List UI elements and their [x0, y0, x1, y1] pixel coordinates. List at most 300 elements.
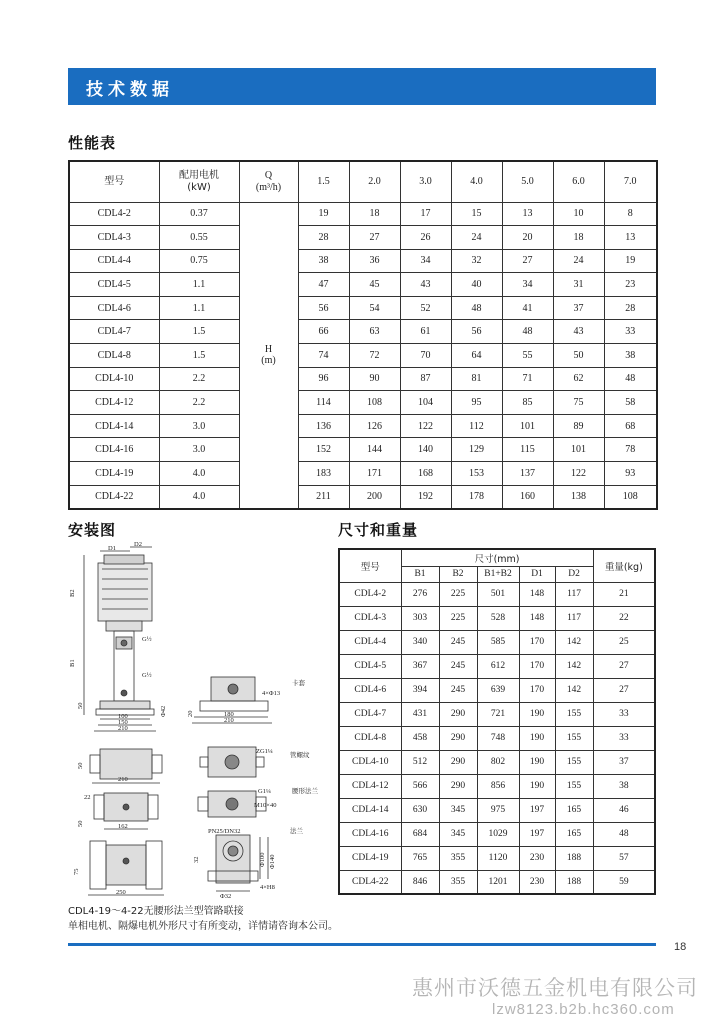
performance-title: 性能表	[68, 134, 117, 152]
cell-head-value: 19	[298, 202, 349, 226]
table-row	[69, 462, 657, 486]
table-row	[69, 344, 657, 368]
cell-head-value: 171	[349, 462, 400, 486]
cell-head-value: 56	[298, 296, 349, 320]
cell-motor-kw: 0.37	[159, 202, 239, 226]
table-header-row	[69, 161, 657, 202]
banner-title: 技术数据	[86, 80, 174, 100]
cell-dimension: 290	[439, 750, 477, 774]
installation-title: 安装图	[68, 521, 117, 539]
cell-dimension: 458	[401, 726, 439, 750]
note-line-2: 单相电机、隔爆电机外形尺寸有所变动，详情请咨询本公司。	[68, 921, 338, 932]
label-22: 22	[84, 794, 91, 801]
cell-dimension: 802	[477, 750, 519, 774]
table-row	[69, 320, 657, 344]
caption-flange: 法兰	[290, 828, 303, 835]
label-phi32: Φ32	[220, 893, 232, 900]
label-32: 32	[193, 856, 200, 863]
cell-head-value: 89	[553, 414, 604, 438]
table-header-row	[339, 549, 655, 566]
cell-dimension: 1120	[477, 846, 519, 870]
cell-head-value: 52	[400, 296, 451, 320]
cell-motor-kw: 0.75	[159, 249, 239, 273]
cell-model: CDL4-2	[339, 582, 401, 606]
cell-dimension: 190	[519, 702, 555, 726]
cell-head-value: 178	[451, 485, 502, 509]
cell-head-value: 136	[298, 414, 349, 438]
cell-head-value: 93	[604, 462, 657, 486]
cell-motor-kw: 0.55	[159, 226, 239, 250]
cell-model: CDL4-6	[339, 678, 401, 702]
cell-dimension: 190	[519, 750, 555, 774]
label-210c: 210	[118, 776, 128, 783]
cell-head-value: 108	[349, 391, 400, 415]
cell-weight: 57	[593, 846, 655, 870]
cell-head-value: 71	[502, 367, 553, 391]
cell-dimension: 276	[401, 582, 439, 606]
cell-dimension: 225	[439, 582, 477, 606]
cell-dimension: 225	[439, 606, 477, 630]
cell-head-value: 104	[400, 391, 451, 415]
table-row	[69, 202, 657, 226]
dimensions-title: 尺寸和重量	[338, 521, 419, 539]
label-g-half-top: G½	[142, 636, 152, 643]
header-weight: 重量(kg)	[593, 549, 655, 582]
connection-threaded-drawing	[90, 747, 264, 783]
cell-head-value: 40	[451, 273, 502, 297]
cell-head-value: 28	[298, 226, 349, 250]
table-row	[69, 414, 657, 438]
cell-dimension: 639	[477, 678, 519, 702]
cell-weight: 38	[593, 774, 655, 798]
header-model: 型号	[339, 549, 401, 582]
cell-weight: 48	[593, 822, 655, 846]
label-4x13: 4×Φ13	[262, 690, 281, 697]
cell-dimension: 188	[555, 846, 593, 870]
label-50c: 50	[77, 820, 84, 827]
cell-weight: 27	[593, 678, 655, 702]
cell-model: CDL4-8	[69, 344, 159, 368]
cell-model: CDL4-10	[339, 750, 401, 774]
cell-model: CDL4-3	[69, 226, 159, 250]
cell-model: CDL4-14	[339, 798, 401, 822]
cell-weight: 27	[593, 654, 655, 678]
cell-dimension: 431	[401, 702, 439, 726]
cell-head-value: 200	[349, 485, 400, 509]
cell-weight: 33	[593, 726, 655, 750]
cell-head-value: 50	[553, 344, 604, 368]
cell-head-value: 138	[553, 485, 604, 509]
header-size: 尺寸(mm)	[401, 549, 593, 566]
header-flow-value: 7.0	[604, 161, 657, 202]
cell-head-value: 108	[604, 485, 657, 509]
cell-dimension: 612	[477, 654, 519, 678]
label-pn: PN25/DN32	[208, 828, 241, 835]
cell-head-value: 13	[604, 226, 657, 250]
cell-head-value: 32	[451, 249, 502, 273]
cell-dimension: 721	[477, 702, 519, 726]
cell-head-value: 192	[400, 485, 451, 509]
cell-dimension: 142	[555, 630, 593, 654]
label-180: 180	[224, 711, 234, 718]
cell-motor-kw: 3.0	[159, 438, 239, 462]
cell-head-value: 153	[451, 462, 502, 486]
cell-head-value: 168	[400, 462, 451, 486]
table-row	[69, 438, 657, 462]
cell-dimension: 117	[555, 582, 593, 606]
cell-head-value: 95	[451, 391, 502, 415]
cell-dimension: 290	[439, 702, 477, 726]
cell-dimension: 501	[477, 582, 519, 606]
header-dimension: B1+B2	[477, 566, 519, 582]
cell-head-value: 122	[553, 462, 604, 486]
cell-dimension: 155	[555, 702, 593, 726]
cell-head-value: 23	[604, 273, 657, 297]
label-150: 150	[118, 719, 128, 726]
cell-head-value: 31	[553, 273, 604, 297]
cell-head-value: 129	[451, 438, 502, 462]
cell-model: CDL4-12	[339, 774, 401, 798]
cell-head-value: 27	[349, 226, 400, 250]
cell-model: CDL4-14	[69, 414, 159, 438]
cell-head-value: 115	[502, 438, 553, 462]
dimensions-table	[338, 548, 656, 895]
cell-model: CDL4-4	[339, 630, 401, 654]
cell-weight: 37	[593, 750, 655, 774]
cell-head-value: 137	[502, 462, 553, 486]
table-row	[339, 774, 655, 798]
cell-head-value: 58	[604, 391, 657, 415]
caption-ferrule: 卡套	[292, 680, 305, 687]
label-d1: D1	[108, 545, 116, 552]
table-row	[339, 870, 655, 894]
cell-head-value: 48	[604, 367, 657, 391]
cell-head-value: 55	[502, 344, 553, 368]
cell-dimension: 230	[519, 870, 555, 894]
cell-head-value: 144	[349, 438, 400, 462]
cell-model: CDL4-5	[69, 273, 159, 297]
cell-head-value: 18	[553, 226, 604, 250]
table-row	[339, 630, 655, 654]
cell-dimension: 197	[519, 798, 555, 822]
cell-weight: 59	[593, 870, 655, 894]
cell-weight: 25	[593, 630, 655, 654]
cell-head-value: 10	[553, 202, 604, 226]
cell-head-value: 81	[451, 367, 502, 391]
cell-dimension: 165	[555, 798, 593, 822]
cell-head-value: 140	[400, 438, 451, 462]
cell-model: CDL4-19	[339, 846, 401, 870]
table-row	[339, 654, 655, 678]
cell-head-value: 19	[604, 249, 657, 273]
section-banner	[68, 68, 656, 105]
cell-head-value: 13	[502, 202, 553, 226]
cell-head-value: 41	[502, 296, 553, 320]
label-162: 162	[118, 823, 128, 830]
cell-head-value: 43	[400, 273, 451, 297]
cell-dimension: 142	[555, 678, 593, 702]
cell-dimension: 190	[519, 726, 555, 750]
cell-head-value: 48	[451, 296, 502, 320]
label-100: 100	[118, 713, 128, 720]
header-dimension: B1	[401, 566, 439, 582]
cell-head-value: 64	[451, 344, 502, 368]
header-dimension: D1	[519, 566, 555, 582]
cell-head-value: 85	[502, 391, 553, 415]
label-phi100: Φ100	[259, 852, 266, 867]
header-flow-value: 5.0	[502, 161, 553, 202]
cell-head-value: 24	[553, 249, 604, 273]
cell-dimension: 290	[439, 726, 477, 750]
cell-head-value: 78	[604, 438, 657, 462]
cell-dimension: 290	[439, 774, 477, 798]
cell-dimension: 170	[519, 678, 555, 702]
cell-dimension: 684	[401, 822, 439, 846]
cell-dimension: 148	[519, 606, 555, 630]
table-row	[339, 678, 655, 702]
cell-dimension: 117	[555, 606, 593, 630]
label-m10: M10×40	[254, 802, 277, 809]
cell-dimension: 630	[401, 798, 439, 822]
cell-head-value: 48	[502, 320, 553, 344]
caption-oval-flange: 腰形法兰	[292, 788, 318, 795]
header-flow: Q (m³/h)	[239, 161, 298, 202]
cell-head-value: 112	[451, 414, 502, 438]
cell-head-value: 75	[553, 391, 604, 415]
cell-head-value: 72	[349, 344, 400, 368]
cell-head-unit: H (m)	[239, 202, 298, 509]
cell-dimension: 155	[555, 750, 593, 774]
header-motor: 配用电机 (kW)	[159, 161, 239, 202]
header-flow-value: 1.5	[298, 161, 349, 202]
cell-dimension: 155	[555, 726, 593, 750]
cell-head-value: 70	[400, 344, 451, 368]
cell-head-value: 101	[553, 438, 604, 462]
cell-head-value: 27	[502, 249, 553, 273]
cell-dimension: 566	[401, 774, 439, 798]
cell-head-value: 43	[553, 320, 604, 344]
label-phi42: Φ42	[160, 705, 167, 717]
cell-head-value: 54	[349, 296, 400, 320]
cell-dimension: 340	[401, 630, 439, 654]
label-50: 50	[77, 702, 84, 709]
table-row	[339, 822, 655, 846]
table-row	[69, 485, 657, 509]
cell-dimension: 148	[519, 582, 555, 606]
label-d2: D2	[134, 541, 142, 548]
cell-model: CDL4-6	[69, 296, 159, 320]
installation-drawings	[68, 541, 330, 900]
pump-elevation-drawing	[96, 555, 154, 715]
connection-flange-drawing	[88, 835, 268, 895]
label-50b: 50	[77, 762, 84, 769]
cell-head-value: 8	[604, 202, 657, 226]
cell-dimension: 245	[439, 630, 477, 654]
cell-head-value: 38	[298, 249, 349, 273]
cell-head-value: 56	[451, 320, 502, 344]
table-row	[339, 750, 655, 774]
cell-model: CDL4-5	[339, 654, 401, 678]
cell-dimension: 245	[439, 654, 477, 678]
label-b1: B1	[69, 659, 76, 667]
cell-head-value: 18	[349, 202, 400, 226]
cell-head-value: 17	[400, 202, 451, 226]
cell-motor-kw: 4.0	[159, 485, 239, 509]
cell-head-value: 96	[298, 367, 349, 391]
cell-head-value: 90	[349, 367, 400, 391]
label-20: 20	[187, 710, 194, 717]
label-b2: B2	[69, 589, 76, 597]
cell-weight: 33	[593, 702, 655, 726]
cell-head-value: 47	[298, 273, 349, 297]
table-row	[69, 249, 657, 273]
cell-head-value: 45	[349, 273, 400, 297]
cell-model: CDL4-3	[339, 606, 401, 630]
cell-motor-kw: 2.2	[159, 391, 239, 415]
cell-dimension: 345	[439, 822, 477, 846]
cell-head-value: 36	[349, 249, 400, 273]
footer-rule	[68, 943, 656, 946]
cell-dimension: 142	[555, 654, 593, 678]
cell-dimension: 1201	[477, 870, 519, 894]
cell-model: CDL4-8	[339, 726, 401, 750]
header-model: 型号	[69, 161, 159, 202]
table-row	[69, 273, 657, 297]
cell-head-value: 20	[502, 226, 553, 250]
cell-dimension: 856	[477, 774, 519, 798]
cell-head-value: 33	[604, 320, 657, 344]
cell-weight: 46	[593, 798, 655, 822]
cell-head-value: 37	[553, 296, 604, 320]
cell-head-value: 66	[298, 320, 349, 344]
cell-motor-kw: 1.5	[159, 344, 239, 368]
cell-dimension: 765	[401, 846, 439, 870]
cell-dimension: 197	[519, 822, 555, 846]
label-75: 75	[73, 868, 80, 875]
cell-model: CDL4-12	[69, 391, 159, 415]
cell-dimension: 355	[439, 870, 477, 894]
cell-model: CDL4-22	[339, 870, 401, 894]
cell-head-value: 114	[298, 391, 349, 415]
label-4xh8: 4×H8	[260, 884, 275, 891]
cell-model: CDL4-2	[69, 202, 159, 226]
cell-head-value: 74	[298, 344, 349, 368]
cell-dimension: 528	[477, 606, 519, 630]
cell-dimension: 155	[555, 774, 593, 798]
cell-model: CDL4-7	[339, 702, 401, 726]
cell-motor-kw: 1.1	[159, 296, 239, 320]
cell-model: CDL4-4	[69, 249, 159, 273]
header-flow-value: 4.0	[451, 161, 502, 202]
table-row	[69, 296, 657, 320]
cell-head-value: 28	[604, 296, 657, 320]
table-row	[339, 846, 655, 870]
label-g-half-bottom: G½	[142, 672, 152, 679]
cell-model: CDL4-22	[69, 485, 159, 509]
label-250: 250	[116, 889, 126, 896]
label-phi140: Φ140	[269, 854, 276, 869]
cell-dimension: 170	[519, 630, 555, 654]
table-row	[339, 726, 655, 750]
table-row	[339, 606, 655, 630]
cell-head-value: 62	[553, 367, 604, 391]
cell-model: CDL4-16	[339, 822, 401, 846]
cell-head-value: 126	[349, 414, 400, 438]
cell-dimension: 367	[401, 654, 439, 678]
label-210b: 210	[224, 717, 234, 724]
cell-dimension: 748	[477, 726, 519, 750]
cell-head-value: 63	[349, 320, 400, 344]
cell-dimension: 975	[477, 798, 519, 822]
cell-head-value: 87	[400, 367, 451, 391]
label-210a: 210	[118, 725, 128, 732]
cell-head-value: 15	[451, 202, 502, 226]
cell-dimension: 303	[401, 606, 439, 630]
cell-dimension: 165	[555, 822, 593, 846]
note-line-1: CDL4-19～4-22无腰形法兰型管路联接	[68, 906, 244, 917]
cell-head-value: 61	[400, 320, 451, 344]
notes	[68, 904, 338, 934]
label-g14: G1¼	[258, 788, 271, 795]
cell-model: CDL4-10	[69, 367, 159, 391]
cell-dimension: 170	[519, 654, 555, 678]
cell-head-value: 211	[298, 485, 349, 509]
cell-motor-kw: 4.0	[159, 462, 239, 486]
cell-head-value: 183	[298, 462, 349, 486]
cell-dimension: 512	[401, 750, 439, 774]
header-flow-value: 6.0	[553, 161, 604, 202]
cell-head-value: 122	[400, 414, 451, 438]
cell-dimension: 394	[401, 678, 439, 702]
cell-head-value: 34	[400, 249, 451, 273]
header-dimension: B2	[439, 566, 477, 582]
cell-head-value: 24	[451, 226, 502, 250]
cell-dimension: 190	[519, 774, 555, 798]
cell-model: CDL4-19	[69, 462, 159, 486]
cell-dimension: 245	[439, 678, 477, 702]
cell-head-value: 38	[604, 344, 657, 368]
cell-motor-kw: 1.5	[159, 320, 239, 344]
cell-dimension: 355	[439, 846, 477, 870]
header-flow-value: 2.0	[349, 161, 400, 202]
cell-dimension: 846	[401, 870, 439, 894]
table-row	[339, 702, 655, 726]
cell-head-value: 160	[502, 485, 553, 509]
cell-dimension: 585	[477, 630, 519, 654]
header-dimension: D2	[555, 566, 593, 582]
label-zg: ZG1¼	[256, 748, 273, 755]
cell-head-value: 26	[400, 226, 451, 250]
cell-weight: 22	[593, 606, 655, 630]
header-flow-value: 3.0	[400, 161, 451, 202]
cell-motor-kw: 1.1	[159, 273, 239, 297]
caption-thread: 管螺纹	[290, 752, 310, 759]
table-row	[69, 226, 657, 250]
cell-motor-kw: 2.2	[159, 367, 239, 391]
cell-head-value: 34	[502, 273, 553, 297]
cell-dimension: 188	[555, 870, 593, 894]
cell-dimension: 230	[519, 846, 555, 870]
page-number: 18	[674, 941, 687, 953]
table-row	[339, 582, 655, 606]
cell-weight: 21	[593, 582, 655, 606]
table-row	[69, 391, 657, 415]
cell-model: CDL4-16	[69, 438, 159, 462]
table-row	[69, 367, 657, 391]
performance-table	[68, 160, 658, 510]
watermark-company: 惠州市沃德五金机电有限公司	[412, 976, 698, 1000]
cell-head-value: 68	[604, 414, 657, 438]
